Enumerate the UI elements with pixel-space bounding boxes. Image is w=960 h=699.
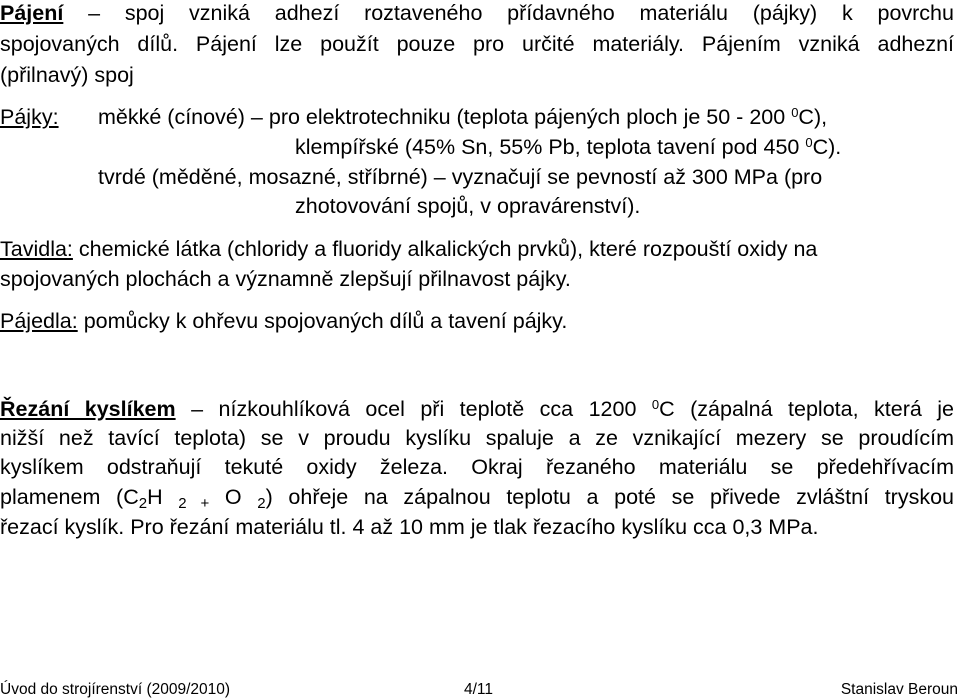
pajeni-text-1: spoj vzniká adhezí roztaveného přídavného materiálu (pájky) k povrchu — [124, 1, 954, 25]
rezani-text-4d: ) ohřeje na zápalnou teplotu a poté se přivede zvláštní tryskou — [265, 485, 954, 509]
rezani-dash: – — [191, 397, 204, 421]
tavidla-line-2: spojovaných plochách a významně zlepšují přilnavost pájky. — [0, 267, 571, 291]
pajeni-line-3: (přilnavý) spoj — [0, 63, 134, 87]
rezani-line-3: kyslíkem odstraňují tekuté oxidy železa. Okraj řezaného materiálu se předehřívacím — [0, 455, 954, 479]
pajedla-text: pomůcky k ohřevu spojovaných dílů a tavení pájky. — [83, 309, 568, 333]
footer-page-number: 4/11 — [464, 681, 494, 698]
subscript: 2 + — [178, 495, 210, 512]
pajky-soft2-end: C). — [812, 135, 842, 159]
rezani-text-4c: O — [224, 485, 242, 509]
pajky-hard-line-1: tvrdé (měděné, mosazné, stříbrné) – vyznačují se pevností až 300 MPa (pro — [98, 165, 823, 189]
rezani-text-4a: plamenem (C — [0, 485, 139, 509]
subscript: 2 — [138, 495, 148, 512]
tavidla-label: Tavidla: — [0, 237, 73, 261]
pajedla-label: Pájedla: — [0, 309, 78, 333]
pajky-soft2-line — [295, 134, 841, 160]
rezani-term: Řezání kyslíkem — [0, 397, 176, 421]
rezani-text-4b: H — [147, 485, 163, 509]
footer-author: Stanislav Beroun — [840, 681, 958, 698]
pajeni-line-2: spojovaných dílů. Pájení lze použít pouze pro určité materiály. Pájením vzniká adhezní — [0, 32, 954, 56]
rezani-line-4 — [0, 484, 954, 513]
rezani-text-1b: C (zápalná teplota, která je — [659, 397, 955, 421]
pajky-soft-line — [98, 104, 827, 130]
tavidla-line-1 — [0, 236, 817, 262]
footer-course: Úvod do strojírenství (2009/2010) — [0, 681, 231, 698]
subscript: 2 — [257, 495, 266, 512]
degree-sup: 0 — [805, 135, 813, 150]
pajeni-dash: – — [88, 1, 101, 25]
rezani-text-1a: nízkouhlíková ocel při teplotě cca 1200 — [218, 397, 637, 421]
rezani-line-2: nižší než tavící teplota) se v proudu kyslíku spaluje a ze vznikající mezery se proudícím — [0, 426, 954, 450]
pajedla-line — [0, 308, 567, 334]
pajeni-line-1 — [0, 0, 954, 26]
tavidla-text-1: chemické látka (chloridy a fluoridy alkalických prvků), které rozpouští oxidy na — [78, 237, 818, 261]
pajky-soft2-text: klempířské (45% Sn, 55% Pb, teplota tavení pod 450 — [295, 135, 800, 159]
pajky-hard-line-2: zhotovování spojů, v opravárenství). — [295, 194, 641, 218]
pajeni-term: Pájení — [0, 1, 64, 25]
pajky-soft-text: měkké (cínové) – pro elektrotechniku (teplota pájených ploch je 50 - 200 — [98, 105, 786, 129]
rezani-line-5: řezací kyslík. Pro řezání materiálu tl. 4 až 10 mm je tlak řezacího kyslíku cca 0,3 MPa. — [0, 515, 819, 539]
degree-sup: 0 — [651, 397, 660, 412]
rezani-line-1 — [0, 396, 954, 422]
pajky-soft-end: C), — [798, 105, 828, 129]
pajky-label: Pájky: — [0, 105, 59, 129]
degree-sup: 0 — [791, 105, 799, 120]
